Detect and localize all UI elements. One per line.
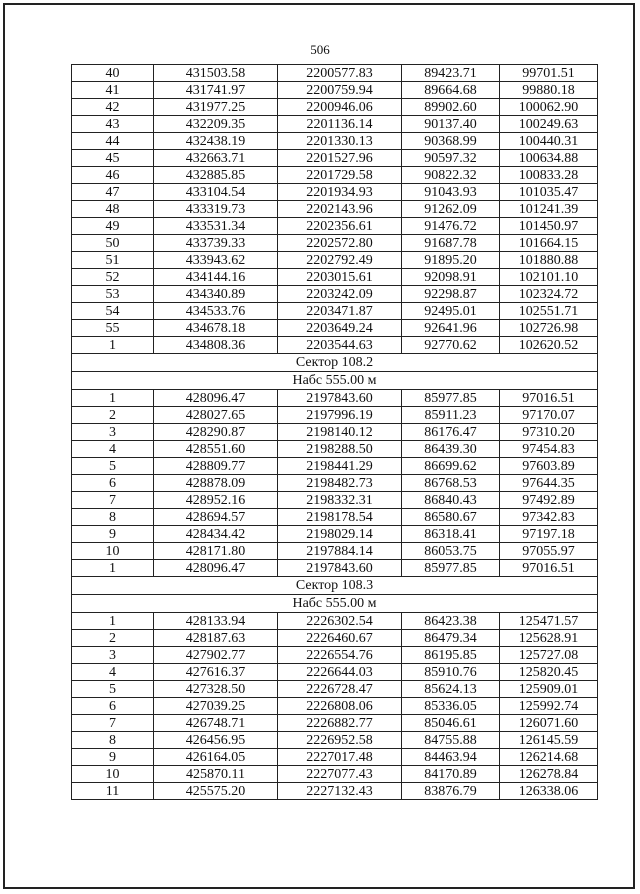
coord-x1-cell: 428434.42 — [154, 526, 278, 543]
coord-x1-cell: 433104.54 — [154, 184, 278, 201]
coord-y2-cell: 97016.51 — [500, 390, 598, 407]
coord-x1-cell: 434340.89 — [154, 286, 278, 303]
coord-x2-cell: 85977.85 — [402, 560, 500, 577]
table-row — [72, 184, 598, 201]
table-row — [72, 390, 598, 407]
coord-y2-cell: 102620.52 — [500, 337, 598, 354]
point-number-cell: 2 — [72, 407, 154, 424]
point-number-cell: 10 — [72, 543, 154, 560]
coord-y2-cell: 99880.18 — [500, 82, 598, 99]
point-number-cell: 47 — [72, 184, 154, 201]
coord-x2-cell: 92495.01 — [402, 303, 500, 320]
table-row — [72, 320, 598, 337]
coord-y1-cell: 2201136.14 — [278, 116, 402, 133]
coord-x1-cell: 428027.65 — [154, 407, 278, 424]
coord-y2-cell: 100440.31 — [500, 133, 598, 150]
coord-x1-cell: 433943.62 — [154, 252, 278, 269]
coord-y2-cell: 97342.83 — [500, 509, 598, 526]
table-row — [72, 560, 598, 577]
table-row — [72, 167, 598, 184]
coord-y1-cell: 2203471.87 — [278, 303, 402, 320]
coord-y1-cell: 2203649.24 — [278, 320, 402, 337]
point-number-cell: 49 — [72, 218, 154, 235]
section-title-row — [72, 577, 598, 595]
coord-y1-cell: 2198441.29 — [278, 458, 402, 475]
table-row — [72, 526, 598, 543]
section-subtitle-row — [72, 372, 598, 390]
coord-x1-cell: 425575.20 — [154, 783, 278, 800]
point-number-cell: 1 — [72, 390, 154, 407]
table-row — [72, 613, 598, 630]
coord-x1-cell: 427328.50 — [154, 681, 278, 698]
table-row — [72, 749, 598, 766]
table-row — [72, 150, 598, 167]
coord-y1-cell: 2226460.67 — [278, 630, 402, 647]
coord-x1-cell: 428290.87 — [154, 424, 278, 441]
coord-x1-cell: 433531.34 — [154, 218, 278, 235]
table-row — [72, 99, 598, 116]
coord-y2-cell: 126145.59 — [500, 732, 598, 749]
coord-x2-cell: 90822.32 — [402, 167, 500, 184]
table-row — [72, 252, 598, 269]
table-row — [72, 492, 598, 509]
coord-x1-cell: 433319.73 — [154, 201, 278, 218]
coord-y1-cell: 2198140.12 — [278, 424, 402, 441]
coord-y2-cell: 101450.97 — [500, 218, 598, 235]
coord-x2-cell: 89423.71 — [402, 65, 500, 82]
coord-y2-cell: 125628.91 — [500, 630, 598, 647]
section-subtitle-row — [72, 595, 598, 613]
coord-x2-cell: 92641.96 — [402, 320, 500, 337]
table-row — [72, 766, 598, 783]
point-number-cell: 54 — [72, 303, 154, 320]
coord-x1-cell: 432209.35 — [154, 116, 278, 133]
coord-y2-cell: 97603.89 — [500, 458, 598, 475]
coord-x1-cell: 426164.05 — [154, 749, 278, 766]
point-number-cell: 6 — [72, 475, 154, 492]
table-row — [72, 407, 598, 424]
point-number-cell: 53 — [72, 286, 154, 303]
coord-x1-cell: 432885.85 — [154, 167, 278, 184]
coord-x1-cell: 434533.76 — [154, 303, 278, 320]
coord-x1-cell: 431741.97 — [154, 82, 278, 99]
coord-x2-cell: 86580.67 — [402, 509, 500, 526]
point-number-cell: 10 — [72, 766, 154, 783]
coord-y1-cell: 2226952.58 — [278, 732, 402, 749]
coord-y1-cell: 2226554.76 — [278, 647, 402, 664]
coord-y2-cell: 97492.89 — [500, 492, 598, 509]
point-number-cell: 50 — [72, 235, 154, 252]
point-number-cell: 51 — [72, 252, 154, 269]
coord-x2-cell: 85336.05 — [402, 698, 500, 715]
coord-x1-cell: 428187.63 — [154, 630, 278, 647]
coord-x2-cell: 89902.60 — [402, 99, 500, 116]
coord-y1-cell: 2226808.06 — [278, 698, 402, 715]
coord-y1-cell: 2226882.77 — [278, 715, 402, 732]
coord-y2-cell: 101880.88 — [500, 252, 598, 269]
coord-x2-cell: 91476.72 — [402, 218, 500, 235]
coord-x2-cell: 90137.40 — [402, 116, 500, 133]
coord-y2-cell: 102101.10 — [500, 269, 598, 286]
coord-x1-cell: 432663.71 — [154, 150, 278, 167]
point-number-cell: 4 — [72, 664, 154, 681]
point-number-cell: 7 — [72, 715, 154, 732]
coord-y1-cell: 2198332.31 — [278, 492, 402, 509]
coord-x2-cell: 86318.41 — [402, 526, 500, 543]
coordinates-table-body — [72, 65, 598, 800]
point-number-cell: 6 — [72, 698, 154, 715]
table-row — [72, 630, 598, 647]
point-number-cell: 1 — [72, 560, 154, 577]
table-row — [72, 543, 598, 560]
coord-x2-cell: 86176.47 — [402, 424, 500, 441]
coord-y2-cell: 100634.88 — [500, 150, 598, 167]
section-title-row — [72, 354, 598, 372]
coord-x2-cell: 92298.87 — [402, 286, 500, 303]
coord-y2-cell: 99701.51 — [500, 65, 598, 82]
coord-x2-cell: 91895.20 — [402, 252, 500, 269]
point-number-cell: 52 — [72, 269, 154, 286]
coord-x2-cell: 85910.76 — [402, 664, 500, 681]
coord-x1-cell: 434678.18 — [154, 320, 278, 337]
coord-x1-cell: 427039.25 — [154, 698, 278, 715]
coord-x2-cell: 86423.38 — [402, 613, 500, 630]
coord-y2-cell: 125727.08 — [500, 647, 598, 664]
coord-x1-cell: 434808.36 — [154, 337, 278, 354]
coord-y2-cell: 97170.07 — [500, 407, 598, 424]
coord-y2-cell: 102324.72 — [500, 286, 598, 303]
table-row — [72, 732, 598, 749]
coord-y2-cell: 126214.68 — [500, 749, 598, 766]
coord-x1-cell: 434144.16 — [154, 269, 278, 286]
point-number-cell: 9 — [72, 749, 154, 766]
table-row — [72, 509, 598, 526]
section-subtitle: Набс 555.00 м — [72, 595, 598, 613]
point-number-cell: 5 — [72, 458, 154, 475]
point-number-cell: 4 — [72, 441, 154, 458]
coord-y1-cell: 2201527.96 — [278, 150, 402, 167]
coord-y2-cell: 125909.01 — [500, 681, 598, 698]
coord-y1-cell: 2227017.48 — [278, 749, 402, 766]
coord-y2-cell: 126338.06 — [500, 783, 598, 800]
point-number-cell: 1 — [72, 337, 154, 354]
coord-x2-cell: 86840.43 — [402, 492, 500, 509]
point-number-cell: 45 — [72, 150, 154, 167]
coord-x2-cell: 85046.61 — [402, 715, 500, 732]
coord-x1-cell: 427902.77 — [154, 647, 278, 664]
coord-y2-cell: 125471.57 — [500, 613, 598, 630]
coord-y2-cell: 125820.45 — [500, 664, 598, 681]
coordinates-table — [71, 64, 598, 800]
coord-y1-cell: 2197884.14 — [278, 543, 402, 560]
coord-x1-cell: 428171.80 — [154, 543, 278, 560]
coord-x2-cell: 84170.89 — [402, 766, 500, 783]
section-subtitle: Набс 555.00 м — [72, 372, 598, 390]
coord-x1-cell: 428096.47 — [154, 390, 278, 407]
coord-x2-cell: 91687.78 — [402, 235, 500, 252]
coord-y1-cell: 2200577.83 — [278, 65, 402, 82]
point-number-cell: 3 — [72, 424, 154, 441]
coord-y1-cell: 2203544.63 — [278, 337, 402, 354]
coord-y1-cell: 2226302.54 — [278, 613, 402, 630]
table-row — [72, 458, 598, 475]
coord-x2-cell: 89664.68 — [402, 82, 500, 99]
point-number-cell: 42 — [72, 99, 154, 116]
coord-y2-cell: 97644.35 — [500, 475, 598, 492]
coord-y1-cell: 2202143.96 — [278, 201, 402, 218]
coord-x2-cell: 86699.62 — [402, 458, 500, 475]
section-title: Сектор 108.2 — [72, 354, 598, 372]
coord-x1-cell: 428096.47 — [154, 560, 278, 577]
table-row — [72, 286, 598, 303]
coord-y2-cell: 102726.98 — [500, 320, 598, 337]
coord-y1-cell: 2197843.60 — [278, 390, 402, 407]
coord-x2-cell: 92098.91 — [402, 269, 500, 286]
coord-x1-cell: 432438.19 — [154, 133, 278, 150]
point-number-cell: 1 — [72, 613, 154, 630]
table-row — [72, 441, 598, 458]
coord-y2-cell: 97310.20 — [500, 424, 598, 441]
table-row — [72, 218, 598, 235]
coord-y2-cell: 101035.47 — [500, 184, 598, 201]
table-row — [72, 424, 598, 441]
coord-y1-cell: 2198482.73 — [278, 475, 402, 492]
coord-x1-cell: 428551.60 — [154, 441, 278, 458]
table-row — [72, 133, 598, 150]
section-title: Сектор 108.3 — [72, 577, 598, 595]
table-row — [72, 783, 598, 800]
coord-x2-cell: 85977.85 — [402, 390, 500, 407]
coord-y1-cell: 2226644.03 — [278, 664, 402, 681]
coord-x2-cell: 86195.85 — [402, 647, 500, 664]
coord-y1-cell: 2198178.54 — [278, 509, 402, 526]
table-row — [72, 82, 598, 99]
coord-x2-cell: 86479.34 — [402, 630, 500, 647]
table-row — [72, 269, 598, 286]
coord-x2-cell: 86053.75 — [402, 543, 500, 560]
coord-y1-cell: 2201729.58 — [278, 167, 402, 184]
coord-y1-cell: 2203015.61 — [278, 269, 402, 286]
point-number-cell: 8 — [72, 732, 154, 749]
coord-y2-cell: 100833.28 — [500, 167, 598, 184]
coord-y2-cell: 101664.15 — [500, 235, 598, 252]
coord-x2-cell: 84755.88 — [402, 732, 500, 749]
coord-x2-cell: 92770.62 — [402, 337, 500, 354]
coord-y1-cell: 2198288.50 — [278, 441, 402, 458]
coord-y1-cell: 2227077.43 — [278, 766, 402, 783]
table-row — [72, 337, 598, 354]
point-number-cell: 8 — [72, 509, 154, 526]
coord-x1-cell: 425870.11 — [154, 766, 278, 783]
coord-y2-cell: 97454.83 — [500, 441, 598, 458]
point-number-cell: 43 — [72, 116, 154, 133]
table-row — [72, 116, 598, 133]
coord-x1-cell: 428878.09 — [154, 475, 278, 492]
table-row — [72, 201, 598, 218]
coord-y2-cell: 126071.60 — [500, 715, 598, 732]
coord-x1-cell: 428133.94 — [154, 613, 278, 630]
coord-x1-cell: 426456.95 — [154, 732, 278, 749]
table-row — [72, 235, 598, 252]
point-number-cell: 41 — [72, 82, 154, 99]
coord-y1-cell: 2200759.94 — [278, 82, 402, 99]
table-row — [72, 303, 598, 320]
coord-x1-cell: 428952.16 — [154, 492, 278, 509]
point-number-cell: 5 — [72, 681, 154, 698]
coord-y1-cell: 2203242.09 — [278, 286, 402, 303]
point-number-cell: 48 — [72, 201, 154, 218]
coord-y1-cell: 2226728.47 — [278, 681, 402, 698]
coord-x2-cell: 91043.93 — [402, 184, 500, 201]
coord-x1-cell: 426748.71 — [154, 715, 278, 732]
coord-x1-cell: 428809.77 — [154, 458, 278, 475]
coord-x2-cell: 86439.30 — [402, 441, 500, 458]
coord-x2-cell: 85911.23 — [402, 407, 500, 424]
point-number-cell: 40 — [72, 65, 154, 82]
coord-x2-cell: 91262.09 — [402, 201, 500, 218]
point-number-cell: 46 — [72, 167, 154, 184]
point-number-cell: 3 — [72, 647, 154, 664]
coord-y2-cell: 100249.63 — [500, 116, 598, 133]
coord-y1-cell: 2201934.93 — [278, 184, 402, 201]
coord-y2-cell: 125992.74 — [500, 698, 598, 715]
table-row — [72, 475, 598, 492]
point-number-cell: 7 — [72, 492, 154, 509]
coord-y1-cell: 2200946.06 — [278, 99, 402, 116]
coord-x1-cell: 431503.58 — [154, 65, 278, 82]
coord-y2-cell: 102551.71 — [500, 303, 598, 320]
point-number-cell: 55 — [72, 320, 154, 337]
coord-y2-cell: 126278.84 — [500, 766, 598, 783]
coord-y2-cell: 97016.51 — [500, 560, 598, 577]
point-number-cell: 44 — [72, 133, 154, 150]
coord-y1-cell: 2197996.19 — [278, 407, 402, 424]
table-row — [72, 65, 598, 82]
table-row — [72, 664, 598, 681]
coord-x2-cell: 84463.94 — [402, 749, 500, 766]
point-number-cell: 2 — [72, 630, 154, 647]
coord-x2-cell: 85624.13 — [402, 681, 500, 698]
table-row — [72, 715, 598, 732]
coord-x2-cell: 90597.32 — [402, 150, 500, 167]
point-number-cell: 11 — [72, 783, 154, 800]
coord-y2-cell: 97055.97 — [500, 543, 598, 560]
coord-x1-cell: 431977.25 — [154, 99, 278, 116]
coord-y1-cell: 2202572.80 — [278, 235, 402, 252]
coord-y2-cell: 101241.39 — [500, 201, 598, 218]
coord-y1-cell: 2227132.43 — [278, 783, 402, 800]
page-number: 506 — [310, 42, 330, 57]
coord-y1-cell: 2202356.61 — [278, 218, 402, 235]
coord-x2-cell: 86768.53 — [402, 475, 500, 492]
coord-y1-cell: 2197843.60 — [278, 560, 402, 577]
coord-y2-cell: 100062.90 — [500, 99, 598, 116]
coord-x1-cell: 427616.37 — [154, 664, 278, 681]
table-row — [72, 681, 598, 698]
coord-y2-cell: 97197.18 — [500, 526, 598, 543]
coord-y1-cell: 2202792.49 — [278, 252, 402, 269]
coord-y1-cell: 2201330.13 — [278, 133, 402, 150]
coord-x2-cell: 83876.79 — [402, 783, 500, 800]
coord-x1-cell: 428694.57 — [154, 509, 278, 526]
coord-y1-cell: 2198029.14 — [278, 526, 402, 543]
coord-x1-cell: 433739.33 — [154, 235, 278, 252]
point-number-cell: 9 — [72, 526, 154, 543]
table-row — [72, 698, 598, 715]
coord-x2-cell: 90368.99 — [402, 133, 500, 150]
table-row — [72, 647, 598, 664]
